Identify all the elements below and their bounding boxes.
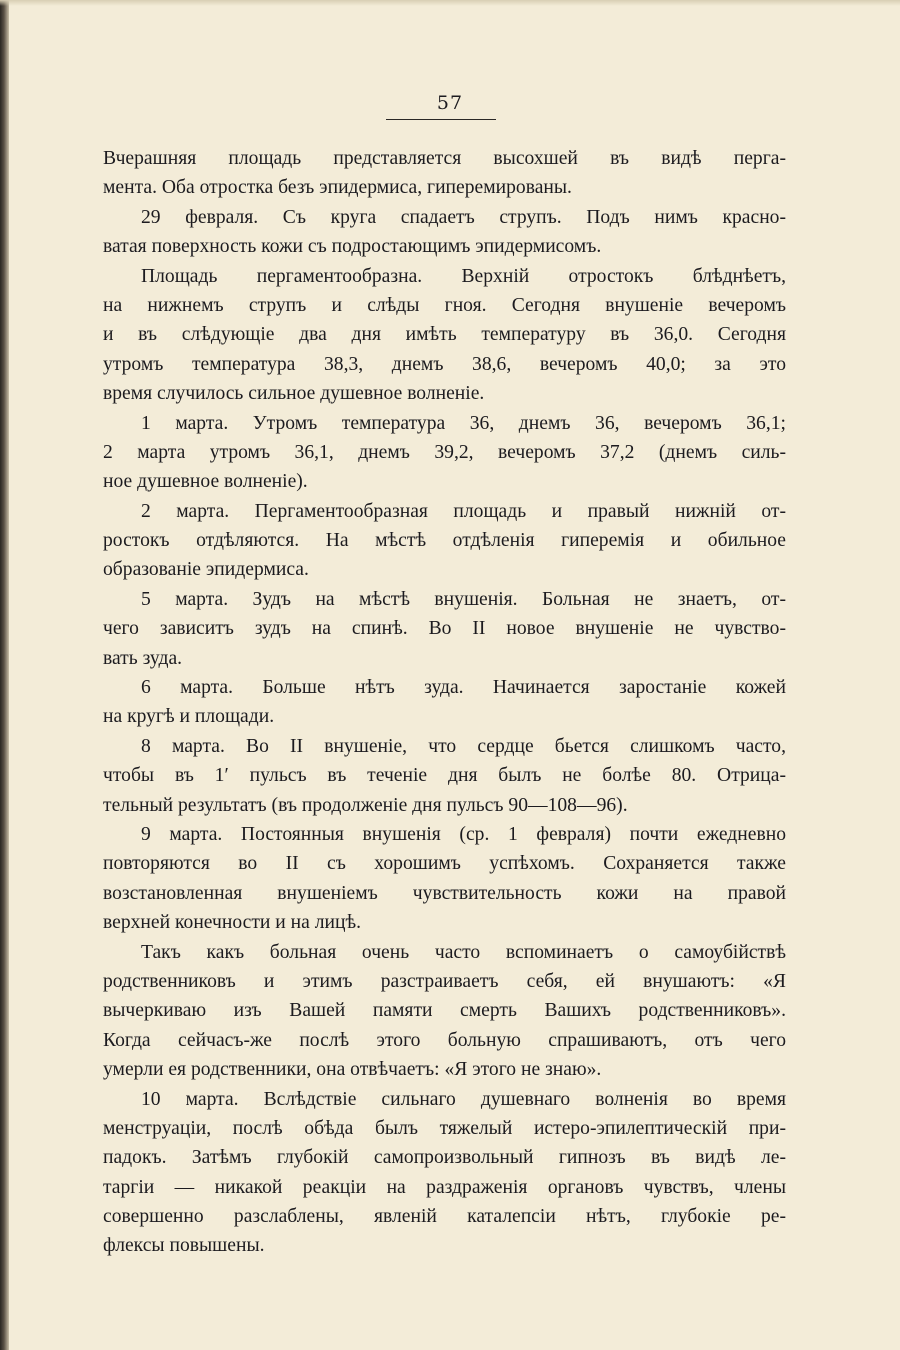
text-line: Такъ какъ больная очень часто вспоминаетъ о самоубійствѣ (141, 941, 786, 963)
text-line: ватая поверхность кожи съ подростающимъ эпидермисомъ. (103, 236, 602, 258)
text-line: Вчерашняя площадь представляется высохшей въ видѣ перга- (103, 148, 786, 169)
text-line: утромъ температура 38,3, днемъ 38,6, вечеромъ 40,0; за это (103, 353, 786, 375)
text-line: ростокъ отдѣляются. На мѣстѣ отдѣленія гиперемія и обильное (103, 530, 786, 552)
text-line: Площадь пергаментообразна. Верхній отростокъ блѣднѣетъ, (141, 265, 786, 287)
text-line: на нижнемъ струпъ и слѣды гноя. Сегодня внушеніе вечеромъ (103, 294, 786, 316)
text-line: образованіе эпидермиса. (103, 559, 309, 581)
text-line: 10 марта. Вслѣдствіе сильнаго душевнаго волненія во время (141, 1088, 786, 1110)
text-line: возстановленная внушеніемъ чувствительность кожи на правой (103, 882, 786, 904)
text-line: верхней конечности и на лицѣ. (103, 912, 362, 934)
text-line: 9 марта. Постоянныя внушенія (ср. 1 февраля) почти ежедневно (141, 823, 786, 845)
text-line: Когда сейчасъ-же послѣ этого больную спрашиваютъ, отъ чего (103, 1029, 786, 1051)
text-line: 29 февраля. Съ круга спадаетъ струпъ. Подъ нимъ красно- (141, 206, 786, 228)
text-line: и въ слѣдующіе два дня имѣть температуру въ 36,0. Сегодня (103, 324, 786, 346)
text-line: мента. Оба отростка безъ эпидермиса, гиперемированы. (103, 177, 572, 199)
text-line: время случилось сильное душевное волненіе. (103, 383, 485, 405)
text-line: таргіи — никакой реакціи на раздраженія органовъ чувствъ, члены (103, 1176, 786, 1198)
text-line: чтобы въ 1′ пульсъ въ теченіе дня былъ не болѣе 80. Отрица- (103, 765, 786, 787)
text-line: 5 марта. Зудъ на мѣстѣ внушенія. Больная не знаетъ, от- (141, 588, 786, 610)
text-line: 6 марта. Больше нѣтъ зуда. Начинается заростаніе кожей (141, 677, 786, 699)
text-line: чего зависитъ зудъ на спинѣ. Во II новое внушеніе не чувство- (103, 618, 786, 640)
text-line: флексы повышены. (103, 1235, 265, 1257)
page-number-rule (386, 119, 496, 120)
text-line: умерли ея родственники, она отвѣчаетъ: «Я этого не знаю». (103, 1059, 602, 1081)
text-line: 2 марта утромъ 36,1, днемъ 39,2, вечеромъ 37,2 (днемъ силь- (103, 441, 786, 463)
text-line: 8 марта. Во II внушеніе, что сердце бьется слишкомъ часто, (141, 735, 786, 757)
text-line: совершенно разслаблены, явленій каталепсіи нѣтъ, глубокіе ре- (103, 1206, 786, 1228)
body-text (103, 144, 786, 1261)
text-line: 2 марта. Пергаментообразная площадь и правый нижній от- (141, 500, 786, 522)
text-line: вычеркиваю изъ Вашей памяти смерть Вашихъ родственниковъ». (103, 1000, 786, 1022)
text-line: менструаціи, послѣ обѣда былъ тяжелый истеро-эпилептическій при- (103, 1117, 786, 1139)
text-line: вать зуда. (103, 647, 183, 669)
text-line: на кругѣ и площади. (103, 706, 275, 728)
text-line: тельный результатъ (въ продолженіе дня пульсъ 90—108—96). (103, 794, 628, 816)
text-line: 1 марта. Утромъ температура 36, днемъ 36, вечеромъ 36,1; (141, 412, 786, 434)
text-line: ное душевное волненіе). (103, 471, 308, 493)
text-line: повторяются во II съ хорошимъ успѣхомъ. Сохраняется также (103, 853, 786, 875)
text-line: падокъ. Затѣмъ глубокій самопроизвольный гипнозъ въ видѣ ле- (103, 1147, 786, 1169)
page-number: 57 (436, 92, 464, 114)
text-line: родственниковъ и этимъ разстраиваетъ себя, ей внушаютъ: «Я (103, 970, 786, 992)
